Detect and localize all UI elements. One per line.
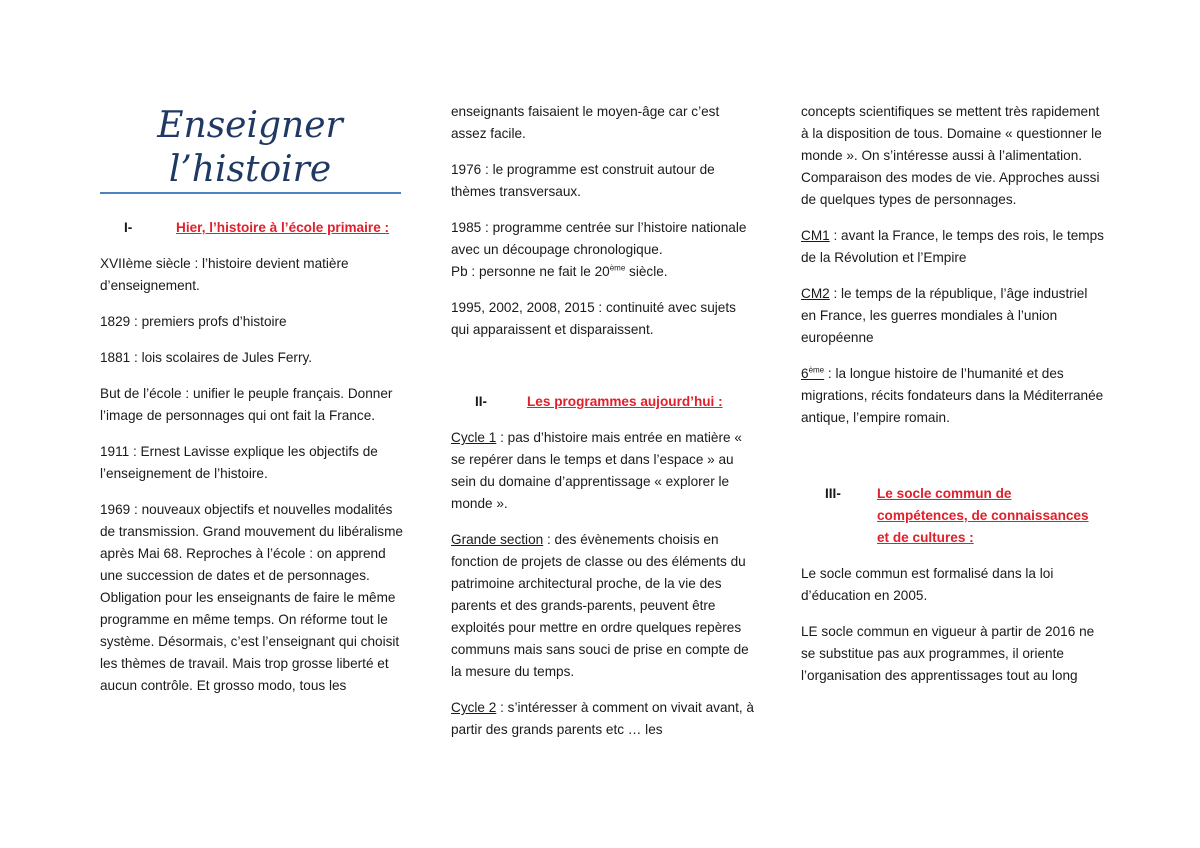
paragraph: 1881 : lois scolaires de Jules Ferry. <box>100 350 313 365</box>
section-title-line: compétences, de connaissances <box>877 508 1089 523</box>
paragraph: XVIIème siècle : l’histoire devient matière d’enseignement. <box>100 256 349 293</box>
paragraph: 1995, 2002, 2008, 2015 : continuité avec sujets qui apparaissent et disparaissent. <box>451 300 736 337</box>
paragraph-text: : s’intéresser à comment on vivait avant, à partir des grands parents etc … les <box>451 700 754 737</box>
section-title: Les programmes aujourd’hui : <box>527 394 723 409</box>
column-3 <box>801 101 1105 701</box>
paragraph <box>801 363 1105 429</box>
paragraph <box>451 529 755 683</box>
section-number: I- <box>124 220 133 235</box>
paragraph-text: : pas d’histoire mais entrée en matière « se repérer dans le temps et dans l’espace » au sein du domaine d’apprentissage « explorer le monde ». <box>451 430 742 511</box>
paragraph: enseignants faisaient le moyen-âge car c’est assez facile. <box>451 104 720 141</box>
paragraph <box>801 283 1105 349</box>
paragraph: Le socle commun est formalisé dans la loi d’éducation en 2005. <box>801 566 1054 603</box>
paragraph: But de l’école : unifier le peuple français. Donner l’image de personnages qui ont fait la France. <box>100 386 393 423</box>
level-label <box>801 366 824 381</box>
cycle-label: Grande section <box>451 532 544 547</box>
level-number: 6 <box>801 366 809 381</box>
section-number: III- <box>825 486 841 501</box>
section-title: Hier, l’histoire à l’école primaire : <box>176 220 390 235</box>
title-underline <box>100 192 401 194</box>
paragraph: 1969 : nouveaux objectifs et nouvelles modalités de transmission. Grand mouvement du libéralisme après Mai 68. Reproches à l’école : on apprend une succession de dates et de personnages. Obligation pour les enseignants de faire le même programme en même temps. On réforme tout le système. Désormais, c’est l’enseignant qui choisit les thèmes de travail. Mais trop grosse liberté et aucun contrôle. Et grosso modo, tous les <box>100 502 403 693</box>
paragraph <box>451 217 755 283</box>
title-line-1: Enseigner <box>157 105 343 146</box>
paragraph-text: : des évènements choisis en fonction de projets de classe ou des éléments du patrimoine architectural proche, de la vie des parents et des grands-parents, peuvent être exploités pour mettre en ordre quelques repères communs mais sans souci de prise en compte de la mesure du temps. <box>451 532 749 679</box>
level-label: CM2 <box>801 286 830 301</box>
section-title-line: et de cultures : <box>877 530 974 545</box>
section-title <box>877 483 1089 549</box>
column-1 <box>100 217 404 711</box>
cycle-label: Cycle 1 <box>451 430 497 445</box>
paragraph <box>451 697 755 741</box>
superscript: ème <box>808 365 825 375</box>
paragraph: 1829 : premiers profs d’histoire <box>100 314 287 329</box>
section-heading-3 <box>801 483 1105 549</box>
cycle-label: Cycle 2 <box>451 700 497 715</box>
paragraph-text: 1985 : programme centrée sur l’histoire nationale avec un découpage chronologique. <box>451 220 747 257</box>
column-2 <box>451 101 755 755</box>
section-title-line: Le socle commun de <box>877 486 1012 501</box>
paragraph-text: : la longue histoire de l’humanité et des migrations, récits fondateurs dans la Méditerranée antique, l’empire romain. <box>801 366 1104 425</box>
paragraph-text: : avant la France, le temps des rois, le temps de la Révolution et l’Empire <box>801 228 1104 265</box>
paragraph: LE socle commun en vigueur à partir de 2016 ne se substitue pas aux programmes, il oriente l’organisation des apprentissages tout au long <box>801 624 1095 683</box>
paragraph: 1976 : le programme est construit autour de thèmes transversaux. <box>451 162 715 199</box>
section-heading-2 <box>451 391 755 413</box>
paragraph: concepts scientifiques se mettent très rapidement à la disposition de tous. Domaine « questionner le monde ». On s’intéresse aussi à l’alimentation. Comparaison des modes de vie. Approches aussi de quelques types de personnages. <box>801 104 1102 207</box>
paragraph-text: : le temps de la république, l’âge industriel en France, les guerres mondiales à l’union européenne <box>801 286 1088 345</box>
paragraph-text: siècle. <box>625 264 668 279</box>
document-title <box>100 104 400 192</box>
paragraph <box>801 225 1105 269</box>
paragraph: 1911 : Ernest Lavisse explique les objectifs de l’enseignement de l’histoire. <box>100 444 378 481</box>
title-line-2: l’histoire <box>168 149 332 190</box>
section-number: II- <box>475 394 488 409</box>
paragraph-text: Pb : personne ne fait le 20 <box>451 264 610 279</box>
paragraph <box>451 427 755 515</box>
superscript: ème <box>609 263 626 273</box>
section-heading-1 <box>100 217 404 239</box>
level-label: CM1 <box>801 228 830 243</box>
